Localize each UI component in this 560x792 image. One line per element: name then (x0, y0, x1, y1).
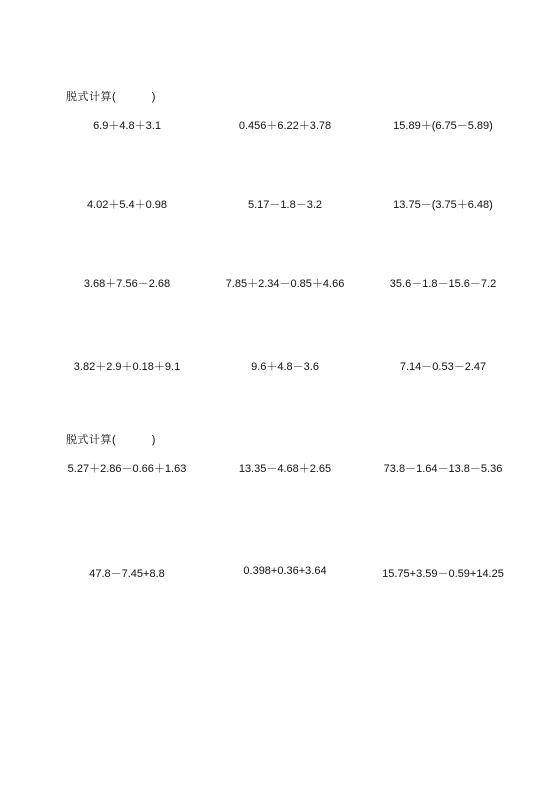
problem-row (0, 117, 560, 133)
problem-expression: 7.14－0.53－2.47 (399, 361, 487, 373)
problem-expression: 3.68＋7.56－2.68 (83, 278, 171, 290)
problem-expression: 15.75+3.59－0.59+14.25 (382, 568, 504, 580)
problem-row (0, 460, 560, 476)
problem-expression: 5.27＋2.86－0.66＋1.63 (67, 463, 187, 475)
problem-expression: 15.89＋(6.75－5.89) (393, 120, 493, 132)
problem-expression: 47.8－7.45+8.8 (89, 568, 165, 580)
problem-expression: 7.85＋2.34－0.85＋4.66 (225, 278, 345, 290)
problem-expression: 35.6－1.8－15.6－7.2 (389, 278, 497, 290)
problem-row (0, 565, 560, 581)
problem-expression: 5.17－1.8－3.2 (248, 199, 322, 211)
problem-expression: 6.9＋4.8＋3.1 (93, 120, 161, 132)
problem-expression: 73.8－1.64－13.8－5.36 (383, 463, 503, 475)
problem-expression: 13.75－(3.75＋6.48) (393, 199, 493, 211)
problem-expression: 4.02＋5.4＋0.98 (86, 199, 168, 211)
problem-row (0, 358, 560, 374)
section-heading: 脱式计算( ) (66, 91, 156, 103)
problem-expression: 0.398+0.36+3.64 (243, 565, 327, 577)
problem-expression: 9.6＋4.8－3.6 (251, 361, 319, 373)
problem-expression: 3.82＋2.9＋0.18＋9.1 (73, 361, 181, 373)
problem-expression: 0.456＋6.22＋3.78 (238, 120, 332, 132)
problem-expression: 13.35－4.68＋2.65 (238, 463, 332, 475)
section-heading: 脱式计算( ) (66, 434, 156, 446)
problem-row (0, 196, 560, 212)
problem-row (0, 275, 560, 291)
